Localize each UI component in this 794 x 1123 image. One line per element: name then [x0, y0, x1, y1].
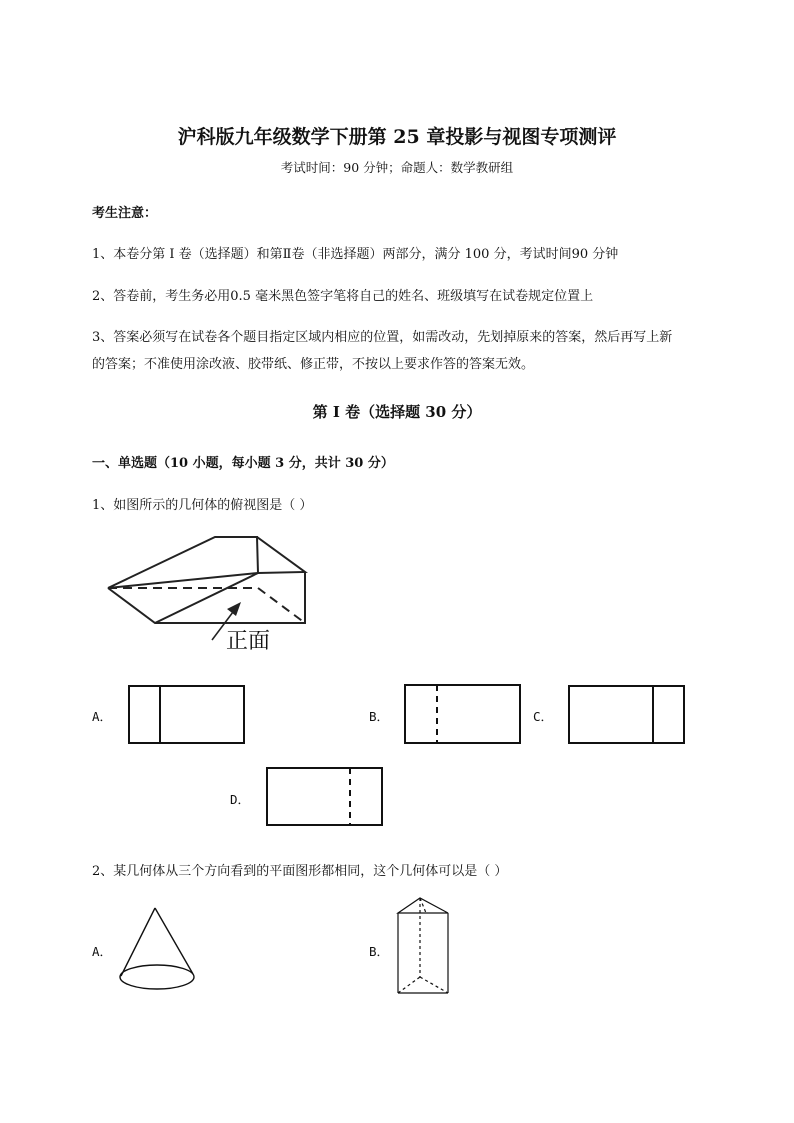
q2-option-a-label[interactable]: A． [92, 944, 113, 959]
section-title: 第 I 卷（选择题 30 分） [312, 403, 482, 421]
page-title: 沪科版九年级数学下册第 25 章投影与视图专项测评 [177, 126, 617, 148]
notice-item-3-cont: 的答案；不准使用涂改液、胶带纸、修正带，不按以上要求作答的答案无效。 [92, 357, 535, 372]
q2-option-b-label[interactable]: B． [369, 944, 390, 959]
notice-item-3: 3、答案必须写在试卷各个题目指定区域内相应的位置，如需改动，先划掉原来的答案，然后再写上新 [92, 330, 673, 345]
q1-option-d-label[interactable]: D． [230, 792, 251, 807]
question-2-stem: 2、某几何体从三个方向看到的平面图形都相同，这个几何体可以是（ ） [92, 864, 508, 879]
q1-option-d-figure [266, 767, 384, 827]
q1-option-a-label[interactable]: A． [92, 709, 113, 724]
q1-option-b-label[interactable]: B． [369, 709, 390, 724]
q2-option-a-cone-figure [112, 905, 202, 990]
q1-option-b-figure [404, 684, 522, 745]
q1-option-a-figure [128, 685, 246, 745]
question-1-stem: 1、如图所示的几何体的俯视图是（ ） [92, 498, 313, 513]
q1-option-c-figure [568, 685, 686, 745]
front-label: 正面 [226, 629, 271, 654]
q2-option-b-prism-figure [390, 895, 460, 1000]
notice-item-1: 1、本卷分第 I 卷（选择题）和第Ⅱ卷（非选择题）两部分，满分 100 分，考试时间90 分钟 [92, 247, 619, 262]
q1-option-c-label[interactable]: C． [533, 709, 554, 724]
notice-item-2: 2、答卷前，考生务必用0.5 毫米黑色签字笔将自己的姓名、班级填写在试卷规定位置上 [92, 289, 594, 304]
notice-heading: 考生注意： [92, 206, 158, 221]
exam-info: 考试时间：90 分钟；命题人：数学教研组 [280, 160, 514, 175]
part-title: 一、单选题（10 小题，每小题 3 分，共计 30 分） [92, 456, 394, 471]
